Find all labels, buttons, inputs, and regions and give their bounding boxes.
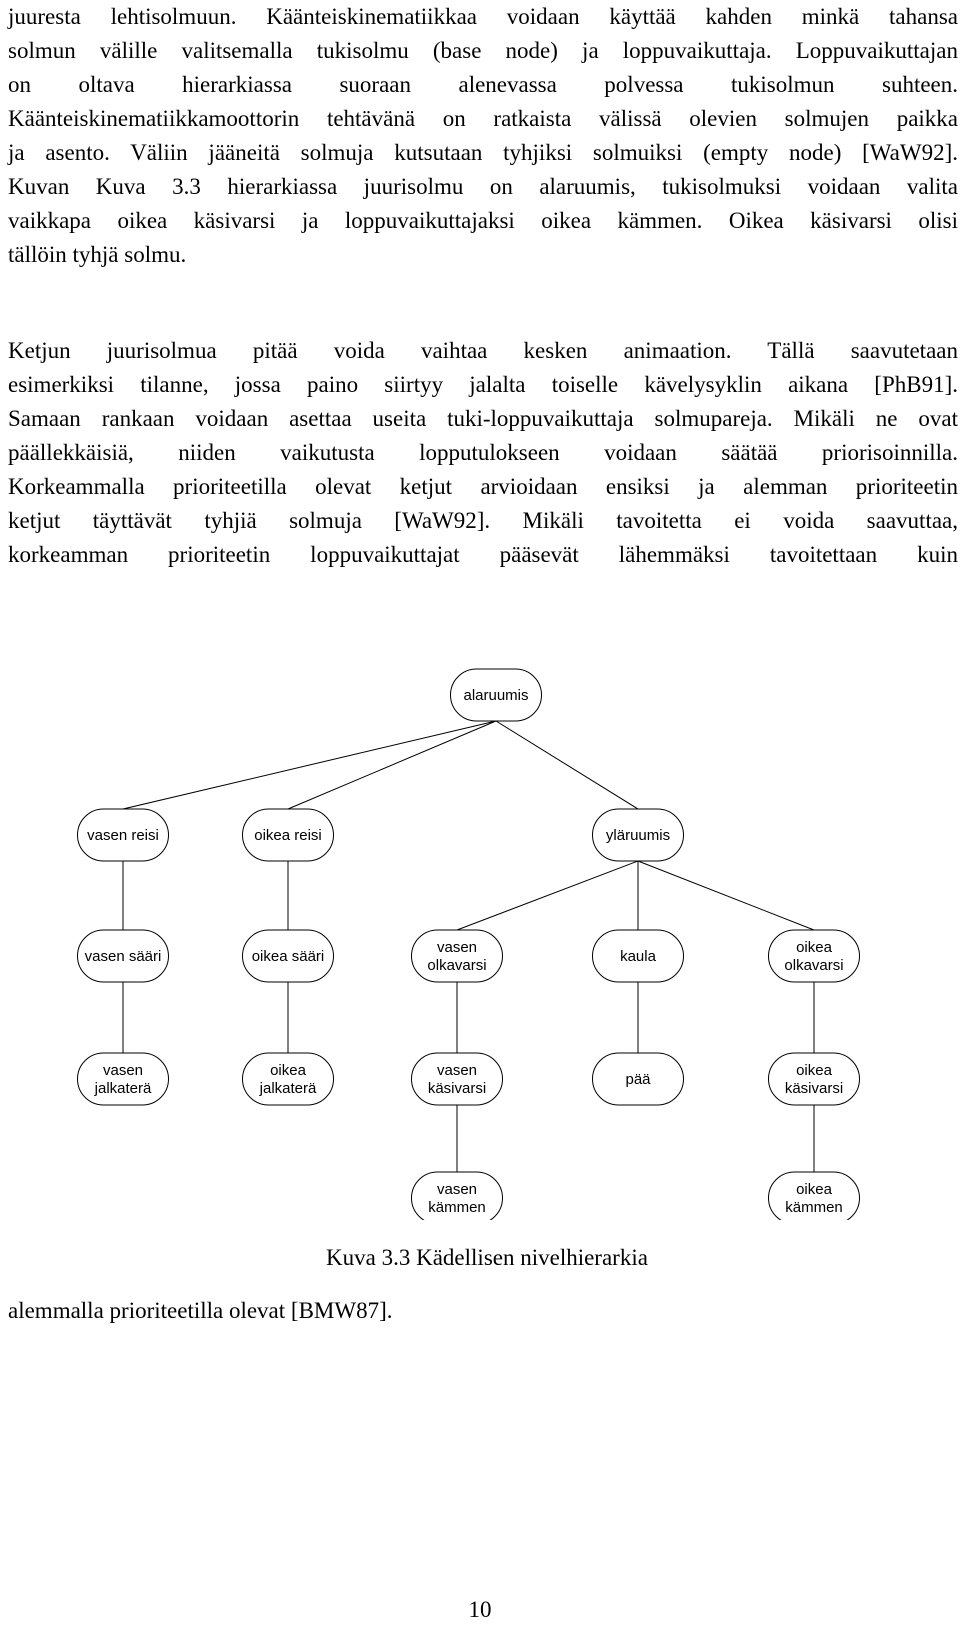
text-line: Ketjun juurisolmua pitää voida vaihtaa kesken animaation. Tällä saavutetaan: [8, 338, 958, 363]
node-label: vasen: [436, 1181, 478, 1198]
node-vasen-reisi: [78, 809, 169, 861]
node-label: jalkaterä: [94, 1080, 152, 1097]
node-vasen-kasivarsi: [412, 1053, 503, 1105]
figure-caption: Kuva 3.3 Kädellisen nivelhierarkia: [326, 1245, 648, 1270]
node-label: vasen: [436, 1062, 478, 1079]
text-line: juuresta lehtisolmuun. Käänteiskinematiikkaa voidaan käyttää kahden minkä tahansa: [8, 4, 958, 29]
node-label: pää: [625, 1071, 651, 1088]
node-label: oikea reisi: [254, 827, 322, 844]
node-label: vasen: [102, 1062, 144, 1079]
text-line: vaikkapa oikea käsivarsi ja loppuvaikuttajaksi oikea kämmen. Oikea käsivarsi olisi: [8, 208, 958, 233]
node-oikea-reisi: [243, 809, 334, 861]
node-label: alaruumis: [463, 687, 529, 704]
text-line: Käänteiskinematiikkamoottorin tehtävänä on ratkaista välissä olevien solmujen paikka: [8, 106, 958, 131]
node-label: oikea: [796, 1181, 832, 1198]
text-line: Kuvan Kuva 3.3 hierarkiassa juurisolmu on alaruumis, tukisolmuksi voidaan valita: [8, 174, 958, 199]
edge-ylaruumis-oikea_olkavarsi: [638, 861, 814, 930]
node-vasen-jalkatera: [78, 1053, 169, 1105]
node-oikea-kammen: [769, 1172, 860, 1220]
node-paa: [593, 1053, 684, 1105]
node-oikea-kasivarsi: [769, 1053, 860, 1105]
node-label: vasen sääri: [84, 948, 162, 965]
node-label: olkavarsi: [784, 957, 844, 974]
text-line: Korkeammalla prioriteetilla olevat ketjut arvioidaan ensiksi ja alemman prioriteetin: [8, 474, 958, 499]
text-line: solmun välille valitsemalla tukisolmu (base node) ja loppuvaikuttaja. Loppuvaikuttajan: [8, 38, 958, 63]
page-number: 10: [468, 1597, 492, 1622]
node-oikea-olkavarsi: [769, 930, 860, 982]
node-alaruumis: [451, 669, 542, 721]
node-oikea-jalkatera: [243, 1053, 334, 1105]
text-line: tällöin tyhjä solmu.: [8, 242, 187, 267]
node-label: oikea: [796, 939, 832, 956]
paragraph-2: [8, 334, 958, 572]
paragraph-1: [8, 0, 958, 272]
text-line: Samaan rankaan voidaan asettaa useita tuki-loppuvaikuttaja solmupareja. Mikäli ne ovat: [8, 406, 958, 431]
hierarchy-diagram: [0, 660, 960, 1220]
node-ylaruumis: [593, 809, 684, 861]
node-label: vasen: [436, 939, 478, 956]
text-line: esimerkiksi tilanne, jossa paino siirtyy jalalta toiselle kävelysyklin aikana [PhB91].: [8, 372, 958, 397]
edge-alaruumis-vasen_reisi: [123, 721, 496, 809]
node-label: oikea sääri: [251, 948, 325, 965]
text-line: korkeamman prioriteetin loppuvaikuttajat pääsevät lähemmäksi tavoitettaan kuin: [8, 542, 958, 567]
node-label: jalkaterä: [259, 1080, 317, 1097]
node-label: oikea: [270, 1062, 306, 1079]
node-label: oikea: [796, 1062, 832, 1079]
node-label: käsivarsi: [427, 1080, 487, 1097]
text-line: on oltava hierarkiassa suoraan alenevassa polvessa tukisolmun suhteen.: [8, 72, 958, 97]
node-vasen-olkavarsi: [412, 930, 503, 982]
edge-alaruumis-ylaruumis: [496, 721, 638, 809]
node-kaula: [593, 930, 684, 982]
node-label: olkavarsi: [427, 957, 487, 974]
node-oikea-saari: [243, 930, 334, 982]
node-label: käsivarsi: [784, 1080, 844, 1097]
paragraph-3: alemmalla prioriteetilla olevat [BMW87].: [8, 1298, 393, 1323]
node-vasen-saari: [78, 930, 169, 982]
text-line: päällekkäisiä, niiden vaikutusta lopputulokseen voidaan säätää priorisoinnilla.: [8, 440, 958, 465]
node-label: kämmen: [428, 1199, 486, 1216]
node-label: kämmen: [785, 1199, 843, 1216]
edge-alaruumis-oikea_reisi: [288, 721, 496, 809]
node-label: vasen reisi: [87, 827, 159, 844]
node-label: yläruumis: [605, 827, 671, 844]
edge-ylaruumis-vasen_olkavarsi: [457, 861, 638, 930]
node-label: kaula: [620, 948, 656, 965]
text-line: ja asento. Väliin jääneitä solmuja kutsutaan tyhjiksi solmuiksi (empty node) [WaW92].: [8, 140, 958, 165]
text-line: ketjut täyttävät tyhjiä solmuja [WaW92]. Mikäli tavoitetta ei voida saavuttaa,: [8, 508, 958, 533]
node-vasen-kammen: [412, 1172, 503, 1220]
